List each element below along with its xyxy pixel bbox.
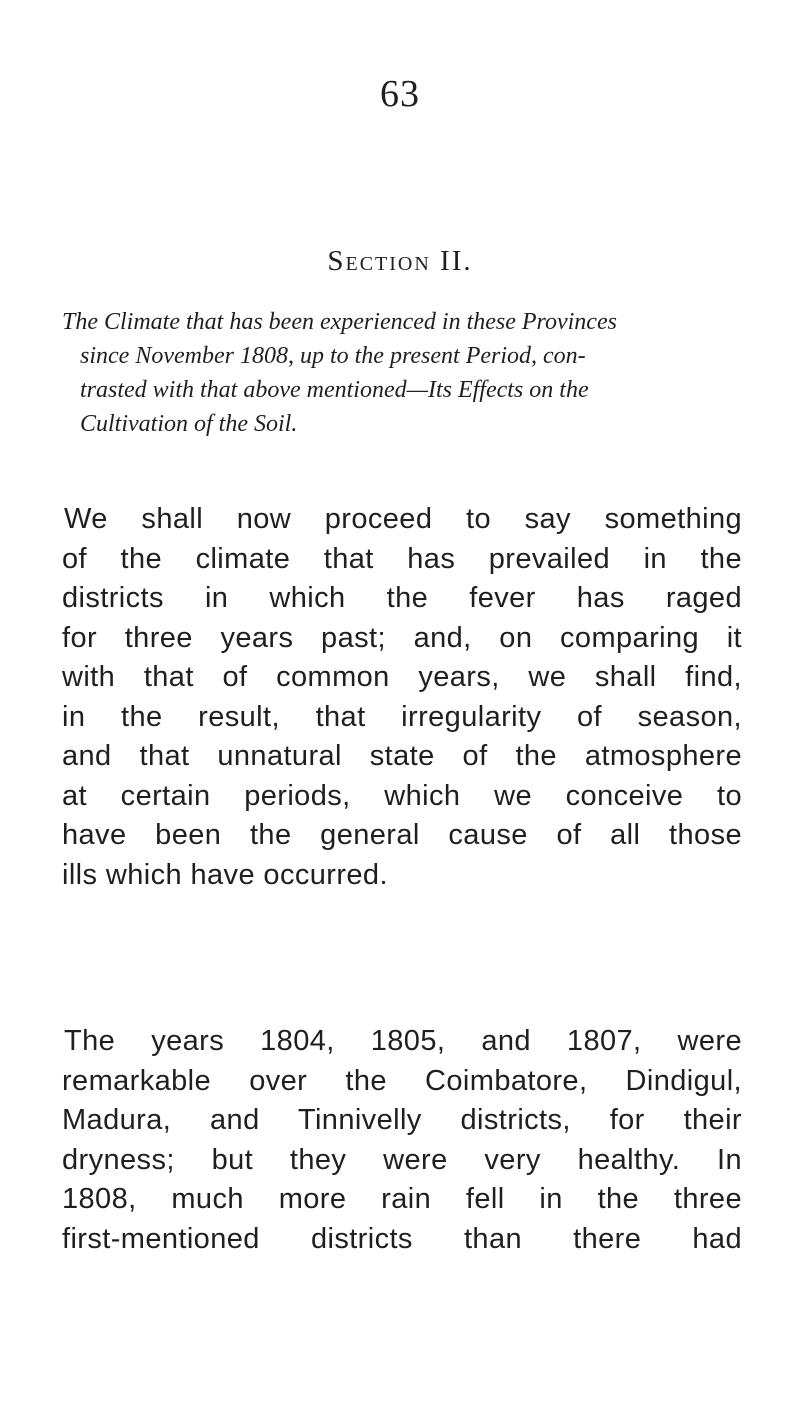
text-line: ills which have occurred. [62, 858, 388, 891]
text-line: 1808, much more rain fell in the three [62, 1183, 742, 1215]
text-line: for three years past; and, on comparing it [62, 621, 742, 654]
summary-line: trasted with that above mentioned—Its Effects on the [80, 377, 589, 403]
text-line: at certain periods, which we conceive to [62, 779, 742, 812]
text-line: We shall now proceed to say something [64, 503, 742, 535]
text-line: first-mentioned districts than there had [62, 1222, 742, 1255]
section-summary [62, 305, 752, 441]
section-heading: Section II. [327, 245, 473, 277]
page-number: 63 [380, 73, 420, 115]
summary-line: The Climate that has been experienced in these Provinces [62, 309, 617, 335]
text-line: remarkable over the Coimbatore, Dindigul, [62, 1064, 742, 1097]
text-line: The years 1804, 1805, and 1807, were [64, 1025, 742, 1057]
text-line: districts in which the fever has raged [62, 582, 742, 614]
summary-line: since November 1808, up to the present Period, con- [80, 343, 586, 369]
text-line: have been the general cause of all those [62, 819, 742, 851]
body-paragraph [62, 1022, 742, 1259]
summary-line: Cultivation of the Soil. [80, 411, 298, 437]
text-line: dryness; but they were very healthy. In [62, 1143, 742, 1176]
text-line: with that of common years, we shall find, [62, 661, 742, 693]
text-line: Madura, and Tinnivelly districts, for their [62, 1104, 742, 1136]
body-paragraph [62, 500, 742, 895]
text-line: in the result, that irregularity of season, [62, 700, 742, 733]
text-line: and that unnatural state of the atmosphere [62, 740, 742, 772]
text-line: of the climate that has prevailed in the [62, 542, 742, 575]
